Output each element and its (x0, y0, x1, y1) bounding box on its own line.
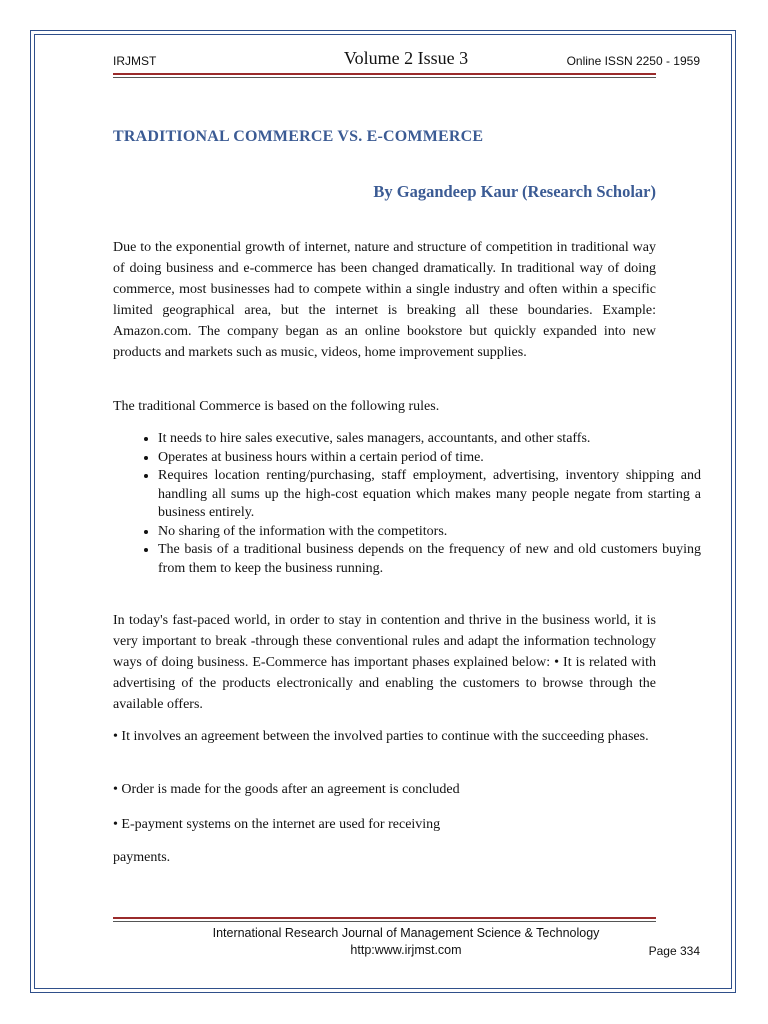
phase-order: • Order is made for the goods after an agreement is concluded (113, 782, 460, 797)
footer-url: http:www.irjmst.com (350, 943, 462, 957)
list-item: • It needs to hire sales executive, sales managers, accountants, and other staffs. (158, 430, 701, 449)
header-rule-dark (113, 77, 656, 78)
article-byline: By Gagandeep Kaur (Research Scholar) (373, 182, 656, 201)
list-item: • Operates at business hours within a certain period of time. (158, 449, 701, 468)
issn: Online ISSN 2250 - 1959 (566, 54, 700, 68)
list-item: • No sharing of the information with the competitors. (158, 523, 701, 542)
rules-intro: The traditional Commerce is based on the following rules. (113, 399, 440, 414)
article-title: TRADITIONAL COMMERCE VS. E-COMMERCE (113, 128, 484, 145)
footer-rule-red (113, 917, 656, 919)
header-rule-red (113, 73, 656, 75)
footer-journal-name: International Research Journal of Management Science & Technology (212, 926, 600, 940)
traditional-rules-list (113, 430, 701, 578)
page-number: Page 334 (648, 944, 700, 958)
phase-payment: • E-payment systems on the internet are used for receiving (113, 817, 441, 832)
paragraph-intro: Due to the exponential growth of internet, nature and structure of competition in traditional way of doing business and e-commerce has been changed dramatically. In traditional way of doing commerce, most businesses had to compete within a single industry and often within a specific limited geographical area, but the internet is breaking all these boundaries. Example: Amazon.com. The company began as an online bookstore but quickly expanded into new products and markets such as music, videos, home improvement supplies. (113, 240, 656, 360)
footer-rule-dark (113, 921, 656, 922)
list-item: • The basis of a traditional business depends on the frequency of new and old customers buying from them to keep the business running. (158, 541, 701, 578)
list-item: • Requires location renting/purchasing, staff employment, advertising, inventory shipping and handling all sums up the high-cost equation which makes many people negate from starting a business entirely. (158, 467, 701, 523)
phase-payment-cont: payments. (113, 850, 171, 865)
phase-agreement: • It involves an agreement between the involved parties to continue with the succeeding phases. (113, 729, 649, 744)
volume-issue: Volume 2 Issue 3 (343, 48, 469, 68)
paragraph-phases: In today's fast-paced world, in order to stay in contention and thrive in the business world, it is very important to break -through these conventional rules and adapt the information technology ways of doing business. E-Commerce has important phases explained below: • It is related with advertising of the products electronically and enabling the customers to browse through the available offers. (113, 613, 656, 712)
journal-abbreviation: IRJMST (113, 54, 157, 68)
